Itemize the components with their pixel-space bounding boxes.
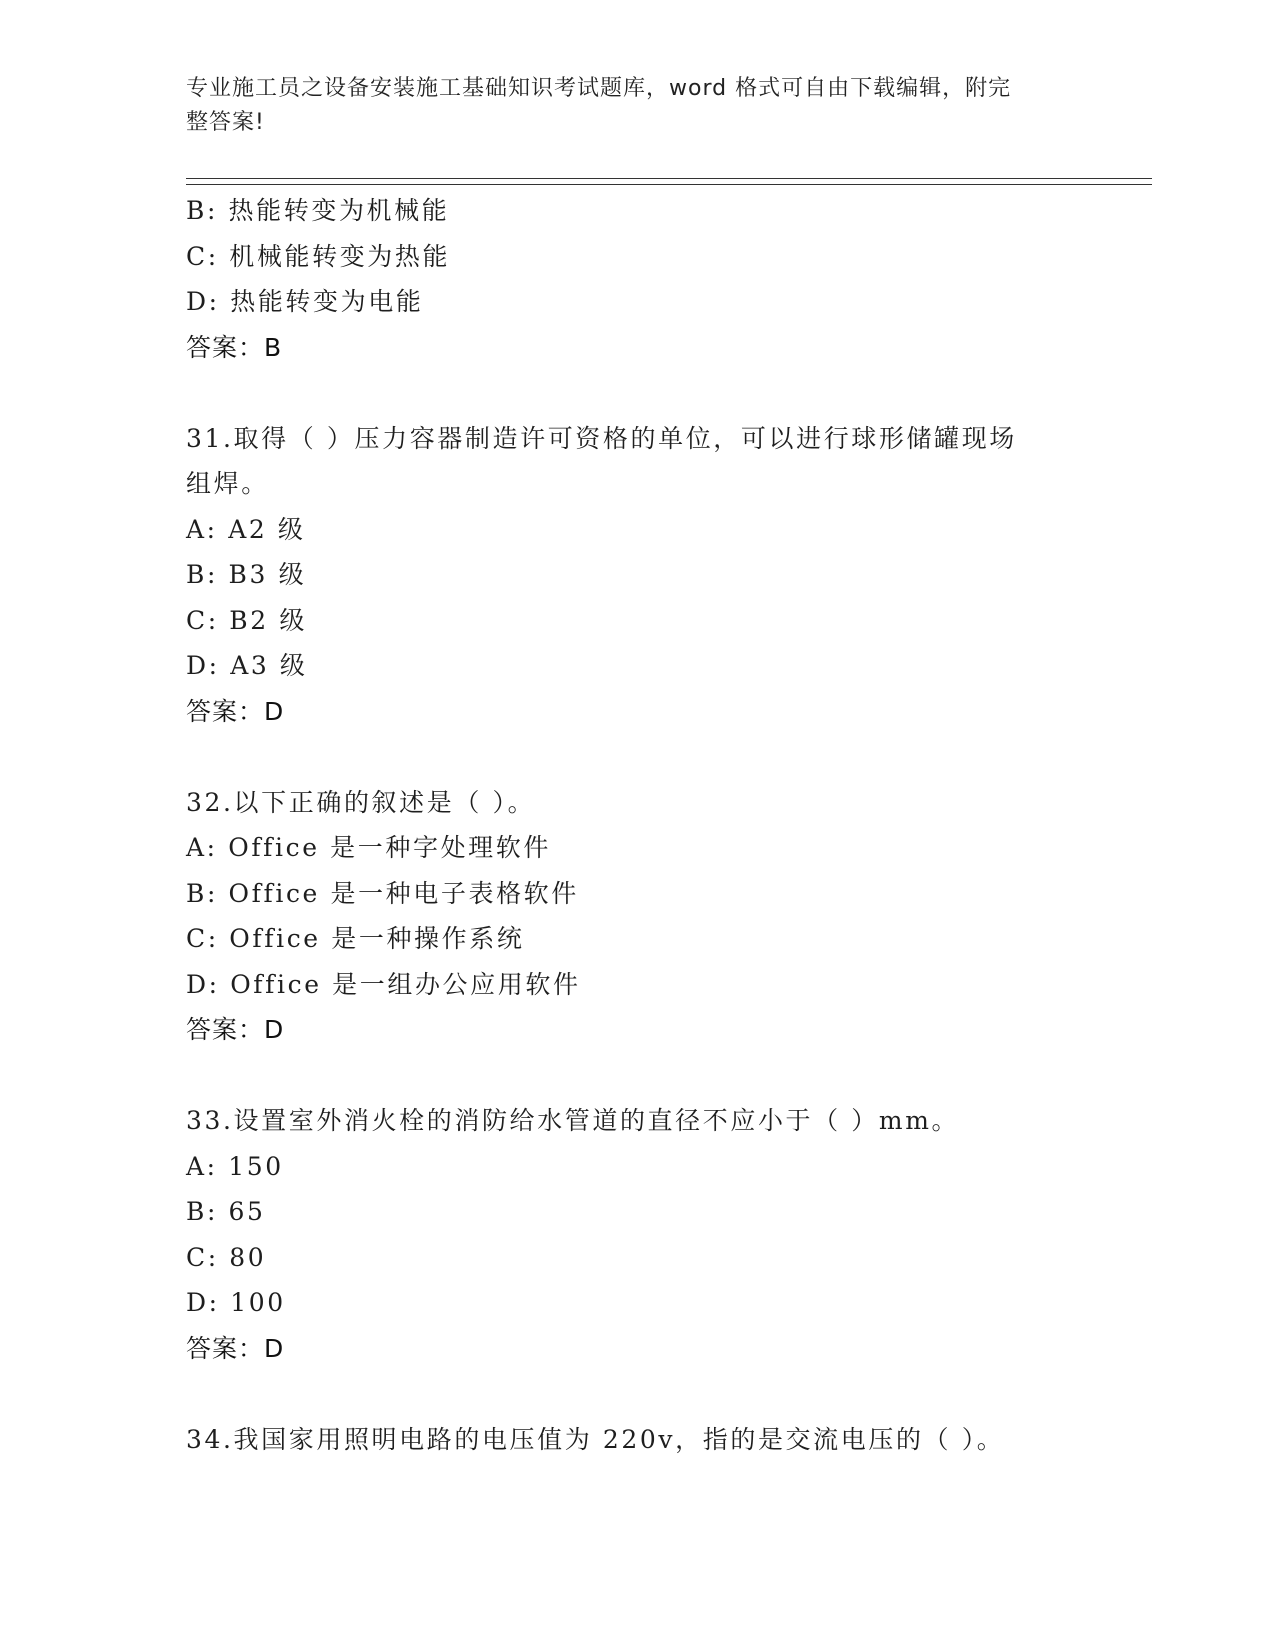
option-c: C: 机械能转变为热能 [186,241,451,271]
question-text: 34.我国家用照明电路的电压值为 220v，指的是交流电压的（ ）。 [186,1424,1005,1454]
answer-line: 答案：D [186,696,285,726]
option-b: B: Office 是一种电子表格软件 [186,878,579,908]
option-d: D: 热能转变为电能 [186,287,424,316]
option-d: D: A3 级 [186,651,308,680]
option-a: A: A2 级 [186,514,306,544]
question-33 [186,1098,1086,1371]
spacer [186,734,1086,780]
question-text-continued: 组焊。 [186,469,269,498]
header-line-2: 整答案! [186,110,265,135]
header-line-1: 专业施工员之设备安装施工基础知识考试题库，word 格式可自由下载编辑，附完 [186,76,1012,101]
answer-line: 答案：D [186,1333,285,1363]
option-d: D: 100 [186,1288,286,1317]
answer-line: 答案：D [186,1015,285,1044]
option-c: C: Office 是一种操作系统 [186,924,525,953]
document-body [186,188,1086,1462]
option-b: B: 热能转变为机械能 [186,196,450,225]
option-a: A: Office 是一种字处理软件 [186,833,551,862]
question-text: 31.取得（ ）压力容器制造许可资格的单位，可以进行球形储罐现场 [186,423,1017,453]
question-30-continued [186,188,1086,370]
question-text: 32.以下正确的叙述是（ ）。 [186,787,536,817]
spacer [186,1371,1086,1417]
option-c: C: 80 [186,1242,267,1272]
option-b: B: 65 [186,1197,266,1226]
answer-line: 答案：B [186,332,283,362]
question-31 [186,416,1086,735]
question-34 [186,1417,1086,1463]
document-header [186,72,1066,140]
option-b: B: B3 级 [186,560,307,589]
option-d: D: Office 是一组办公应用软件 [186,969,581,999]
header-divider-top [186,178,1152,179]
question-text: 33.设置室外消火栓的消防给水管道的直径不应小于（ ）mm。 [186,1106,960,1135]
option-a: A: 150 [186,1151,284,1181]
spacer [186,370,1086,416]
option-c: C: B2 级 [186,605,307,635]
question-32 [186,780,1086,1053]
header-divider-bottom [186,184,1152,185]
spacer [186,1053,1086,1099]
